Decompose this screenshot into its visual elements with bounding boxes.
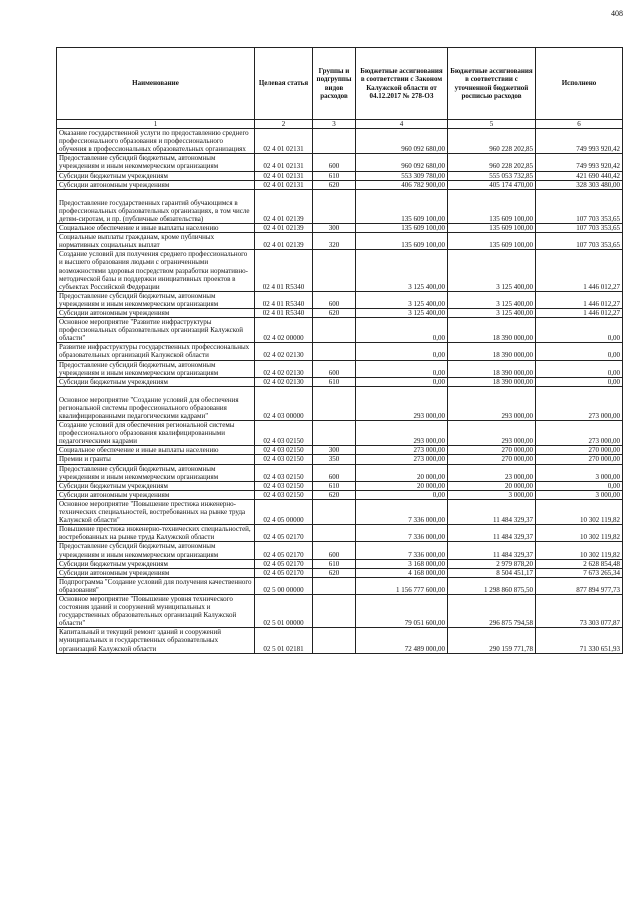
row-executed: 0,00: [536, 343, 623, 360]
row-name: Предоставление субсидий бюджетным, автономным учреждениям и иным некоммерческим организациям: [57, 154, 255, 171]
row-executed: 0,00: [536, 481, 623, 490]
row-executed: 877 894 977,73: [536, 577, 623, 594]
table-row: [57, 481, 623, 490]
row-roster-allocation: 296 875 794,58: [448, 594, 536, 627]
row-target-article: 02 4 02 00000: [255, 318, 313, 343]
table-row: [57, 180, 623, 189]
row-roster-allocation: 960 228 202,85: [448, 129, 536, 154]
row-executed: 270 000,00: [536, 455, 623, 464]
row-roster-allocation: 20 000,00: [448, 481, 536, 490]
row-law-allocation: 273 000,00: [356, 455, 448, 464]
row-roster-allocation: 135 609 100,00: [448, 189, 536, 223]
table-row: [57, 490, 623, 499]
row-law-allocation: 72 489 000,00: [356, 628, 448, 653]
row-target-article: 02 4 02 02130: [255, 360, 313, 377]
row-target-article: 02 4 01 R5340: [255, 250, 313, 291]
header-law-allocation: Бюджетные ассигнования в соответствии с Законом Калужской области от 04.12.2017 № 278-ОЗ: [356, 48, 448, 120]
row-law-allocation: 135 609 100,00: [356, 189, 448, 223]
row-name: Предоставление субсидий бюджетным, автономным учреждениям и иным некоммерческим организациям: [57, 360, 255, 377]
table-row: [57, 129, 623, 154]
row-target-article: 02 4 01 02139: [255, 233, 313, 250]
column-number: 4: [356, 120, 448, 129]
row-roster-allocation: 3 125 400,00: [448, 308, 536, 317]
row-executed: 10 302 119,82: [536, 499, 623, 524]
row-executed: 107 703 353,65: [536, 233, 623, 250]
row-name: Субсидии автономным учреждениям: [57, 308, 255, 317]
row-law-allocation: 0,00: [356, 490, 448, 499]
row-target-article: 02 4 03 02150: [255, 481, 313, 490]
row-roster-allocation: 290 159 771,78: [448, 628, 536, 653]
row-name: Субсидии бюджетным учреждениям: [57, 377, 255, 386]
row-name: Премии и гранты: [57, 455, 255, 464]
row-law-allocation: 3 125 400,00: [356, 250, 448, 291]
column-number: 6: [536, 120, 623, 129]
row-roster-allocation: 135 609 100,00: [448, 233, 536, 250]
row-executed: 270 000,00: [536, 446, 623, 455]
row-expense-group: [313, 318, 356, 343]
header-roster-allocation: Бюджетные ассигнования в соответствии с уточненной бюджетной росписью расходов: [448, 48, 536, 120]
row-expense-group: [313, 628, 356, 653]
row-target-article: 02 4 05 02170: [255, 542, 313, 559]
row-name: Создание условий для обеспечения региональной системы профессионального образования квалифицированными педагогическими кадрами: [57, 421, 255, 446]
table-row: [57, 421, 623, 446]
row-target-article: 02 4 01 R5340: [255, 291, 313, 308]
table-row: [57, 386, 623, 420]
row-name: Основное мероприятие "Повышение престижа инженерно-технических специальностей, востребованных на рынке труда Калужской области": [57, 499, 255, 524]
table-row: [57, 559, 623, 568]
row-expense-group: 320: [313, 233, 356, 250]
row-law-allocation: 0,00: [356, 318, 448, 343]
row-name: Развитие инфраструктуры государственных профессиональных образовательных организаций Калужской области: [57, 343, 255, 360]
row-target-article: 02 4 01 02131: [255, 154, 313, 171]
row-executed: 421 690 440,42: [536, 171, 623, 180]
row-target-article: 02 4 02 02130: [255, 343, 313, 360]
row-executed: 10 302 119,82: [536, 542, 623, 559]
table-row: [57, 464, 623, 481]
row-executed: 273 000,00: [536, 386, 623, 420]
row-roster-allocation: 960 228 202,85: [448, 154, 536, 171]
row-expense-group: 620: [313, 180, 356, 189]
table-row: [57, 308, 623, 317]
row-expense-group: 600: [313, 154, 356, 171]
table-row: [57, 542, 623, 559]
row-expense-group: [313, 499, 356, 524]
row-law-allocation: 0,00: [356, 343, 448, 360]
row-law-allocation: 135 609 100,00: [356, 224, 448, 233]
row-name: Оказание государственной услуги по предоставлению среднего профессионального образования и профессионального обучения в профессиональных образовательных организациях: [57, 129, 255, 154]
row-target-article: 02 4 02 02130: [255, 377, 313, 386]
table-row: [57, 577, 623, 594]
row-expense-group: 600: [313, 360, 356, 377]
row-law-allocation: 3 168 000,00: [356, 559, 448, 568]
header-expense-group: Группы и подгруппы видов расходов: [313, 48, 356, 120]
row-executed: 71 330 651,93: [536, 628, 623, 653]
row-name: Основное мероприятие "Создание условий для обеспечения региональной системы профессионального образования квалифицированными педагогическими кадрами": [57, 386, 255, 420]
header-name: Наименование: [57, 48, 255, 120]
row-name: Создание условий для получения среднего профессионального и высшего образования людьми с ограниченными возможностями здоровья посредством разработки нормативно-методической базы и поддержки инициативных проектов в субъектах Российской Федерации: [57, 250, 255, 291]
row-name: Субсидии бюджетным учреждениям: [57, 481, 255, 490]
row-executed: 10 302 119,82: [536, 525, 623, 542]
row-name: Капитальный и текущий ремонт зданий и сооружений муниципальных и государственных образовательных организаций Калужской области: [57, 628, 255, 653]
row-law-allocation: 1 156 777 600,00: [356, 577, 448, 594]
row-roster-allocation: 23 000,00: [448, 464, 536, 481]
row-law-allocation: 3 125 400,00: [356, 291, 448, 308]
row-roster-allocation: 11 484 329,37: [448, 525, 536, 542]
row-executed: 7 673 265,34: [536, 568, 623, 577]
row-law-allocation: 293 000,00: [356, 421, 448, 446]
row-executed: 107 703 353,65: [536, 189, 623, 223]
row-target-article: 02 4 05 02170: [255, 525, 313, 542]
row-expense-group: 300: [313, 446, 356, 455]
row-name: Субсидии автономным учреждениям: [57, 568, 255, 577]
row-target-article: 02 4 03 02150: [255, 464, 313, 481]
row-executed: 73 303 077,87: [536, 594, 623, 627]
table-row: [57, 568, 623, 577]
row-target-article: 02 4 01 02131: [255, 171, 313, 180]
table-row: [57, 291, 623, 308]
row-target-article: 02 5 01 00000: [255, 594, 313, 627]
row-expense-group: [313, 343, 356, 360]
row-expense-group: 610: [313, 559, 356, 568]
row-roster-allocation: 3 000,00: [448, 490, 536, 499]
row-executed: 1 446 012,27: [536, 250, 623, 291]
table-row: [57, 343, 623, 360]
row-expense-group: 600: [313, 542, 356, 559]
row-name: Субсидии автономным учреждениям: [57, 490, 255, 499]
row-name: Предоставление государственных гарантий обучающимся в профессиональных образовательных организациях, в том числе детям-сиротам, и пр. (публичные обязательства): [57, 189, 255, 223]
row-expense-group: 600: [313, 464, 356, 481]
row-executed: 1 446 012,27: [536, 291, 623, 308]
table-row: [57, 360, 623, 377]
table-row: [57, 189, 623, 223]
row-target-article: 02 4 01 02139: [255, 224, 313, 233]
table-row: [57, 628, 623, 653]
row-roster-allocation: 1 298 860 875,50: [448, 577, 536, 594]
row-law-allocation: 960 092 680,00: [356, 154, 448, 171]
row-target-article: 02 4 03 02150: [255, 490, 313, 499]
row-expense-group: [313, 129, 356, 154]
row-roster-allocation: 2 979 878,20: [448, 559, 536, 568]
column-number: 1: [57, 120, 255, 129]
row-roster-allocation: 293 000,00: [448, 421, 536, 446]
row-name: Основное мероприятие "Повышение уровня технического состояния зданий и сооружений муниципальных и государственных образовательных организаций Калужской области": [57, 594, 255, 627]
row-name: Субсидии бюджетным учреждениям: [57, 559, 255, 568]
table-row: [57, 233, 623, 250]
row-roster-allocation: 270 000,00: [448, 455, 536, 464]
row-target-article: 02 5 01 02181: [255, 628, 313, 653]
row-expense-group: 610: [313, 377, 356, 386]
row-roster-allocation: 18 390 000,00: [448, 377, 536, 386]
row-name: Предоставление субсидий бюджетным, автономным учреждениям и иным некоммерческим организациям: [57, 291, 255, 308]
row-roster-allocation: 11 484 329,37: [448, 499, 536, 524]
row-target-article: 02 4 03 00000: [255, 386, 313, 420]
row-roster-allocation: 3 125 400,00: [448, 291, 536, 308]
row-expense-group: 610: [313, 171, 356, 180]
table-row: [57, 377, 623, 386]
row-roster-allocation: 293 000,00: [448, 386, 536, 420]
row-name: Субсидии бюджетным учреждениям: [57, 171, 255, 180]
row-expense-group: 610: [313, 481, 356, 490]
row-law-allocation: 4 168 000,00: [356, 568, 448, 577]
column-number-row: [57, 120, 623, 129]
row-law-allocation: 7 336 000,00: [356, 542, 448, 559]
row-expense-group: [313, 250, 356, 291]
column-number: 2: [255, 120, 313, 129]
row-target-article: 02 4 03 02150: [255, 446, 313, 455]
row-roster-allocation: 405 174 470,00: [448, 180, 536, 189]
row-law-allocation: 20 000,00: [356, 464, 448, 481]
row-law-allocation: 553 309 780,00: [356, 171, 448, 180]
row-expense-group: [313, 525, 356, 542]
row-roster-allocation: 8 504 451,17: [448, 568, 536, 577]
table-row: [57, 499, 623, 524]
row-expense-group: 350: [313, 455, 356, 464]
table-body: [57, 129, 623, 654]
row-name: Предоставление субсидий бюджетным, автономным учреждениям и иным некоммерческим организациям: [57, 464, 255, 481]
column-number: 5: [448, 120, 536, 129]
table-row: [57, 250, 623, 291]
header-executed: Исполнено: [536, 48, 623, 120]
row-target-article: 02 4 03 02150: [255, 421, 313, 446]
row-roster-allocation: 18 390 000,00: [448, 360, 536, 377]
row-expense-group: 300: [313, 224, 356, 233]
row-law-allocation: 406 782 900,00: [356, 180, 448, 189]
row-expense-group: 600: [313, 291, 356, 308]
header-target-article: Целевая статья: [255, 48, 313, 120]
row-law-allocation: 7 336 000,00: [356, 525, 448, 542]
row-expense-group: 620: [313, 568, 356, 577]
table-row: [57, 525, 623, 542]
table-row: [57, 154, 623, 171]
table-row: [57, 455, 623, 464]
row-executed: 1 446 012,27: [536, 308, 623, 317]
row-target-article: 02 4 05 00000: [255, 499, 313, 524]
row-law-allocation: 79 051 600,00: [356, 594, 448, 627]
row-executed: 0,00: [536, 318, 623, 343]
row-expense-group: [313, 189, 356, 223]
row-name: Предоставление субсидий бюджетным, автономным учреждениям и иным некоммерческим организациям: [57, 542, 255, 559]
row-expense-group: 620: [313, 308, 356, 317]
table-row: [57, 171, 623, 180]
row-expense-group: [313, 386, 356, 420]
table-row: [57, 594, 623, 627]
row-law-allocation: 0,00: [356, 377, 448, 386]
row-law-allocation: 960 092 680,00: [356, 129, 448, 154]
row-roster-allocation: 18 390 000,00: [448, 343, 536, 360]
row-law-allocation: 7 336 000,00: [356, 499, 448, 524]
row-target-article: 02 4 03 02150: [255, 455, 313, 464]
table-row: [57, 318, 623, 343]
row-roster-allocation: 3 125 400,00: [448, 250, 536, 291]
row-name: Основное мероприятие "Развитие инфраструктуры профессиональных образовательных организаций Калужской области": [57, 318, 255, 343]
row-target-article: 02 4 05 02170: [255, 559, 313, 568]
row-executed: 0,00: [536, 360, 623, 377]
row-executed: 3 000,00: [536, 490, 623, 499]
row-name: Социальные выплаты гражданам, кроме публичных нормативных социальных выплат: [57, 233, 255, 250]
row-target-article: 02 4 01 02131: [255, 129, 313, 154]
row-roster-allocation: 18 390 000,00: [448, 318, 536, 343]
row-executed: 107 703 353,65: [536, 224, 623, 233]
row-executed: 0,00: [536, 377, 623, 386]
row-expense-group: [313, 421, 356, 446]
row-law-allocation: 273 000,00: [356, 446, 448, 455]
row-name: Социальное обеспечение и иные выплаты населению: [57, 446, 255, 455]
row-executed: 328 303 480,00: [536, 180, 623, 189]
row-roster-allocation: 135 609 100,00: [448, 224, 536, 233]
column-number: 3: [313, 120, 356, 129]
row-roster-allocation: 270 000,00: [448, 446, 536, 455]
row-target-article: 02 4 01 02131: [255, 180, 313, 189]
row-executed: 273 000,00: [536, 421, 623, 446]
row-law-allocation: 135 609 100,00: [356, 233, 448, 250]
row-target-article: 02 4 01 R5340: [255, 308, 313, 317]
row-target-article: 02 4 01 02139: [255, 189, 313, 223]
row-name: Субсидии автономным учреждениям: [57, 180, 255, 189]
budget-table: [56, 47, 623, 654]
row-expense-group: [313, 577, 356, 594]
row-executed: 3 000,00: [536, 464, 623, 481]
row-name: Подпрограмма "Создание условий для получения качественного образования": [57, 577, 255, 594]
page-number: 408: [611, 9, 623, 18]
row-law-allocation: 20 000,00: [356, 481, 448, 490]
row-law-allocation: 293 000,00: [356, 386, 448, 420]
table-row: [57, 224, 623, 233]
row-executed: 749 993 920,42: [536, 154, 623, 171]
row-law-allocation: 0,00: [356, 360, 448, 377]
table-row: [57, 446, 623, 455]
row-expense-group: [313, 594, 356, 627]
row-name: Повышение престижа инженерно-технических специальностей, востребованных на рынке труда Калужской области: [57, 525, 255, 542]
row-executed: 2 628 854,48: [536, 559, 623, 568]
row-roster-allocation: 11 484 329,37: [448, 542, 536, 559]
row-expense-group: 620: [313, 490, 356, 499]
row-name: Социальное обеспечение и иные выплаты населению: [57, 224, 255, 233]
row-target-article: 02 5 00 00000: [255, 577, 313, 594]
row-executed: 749 993 920,42: [536, 129, 623, 154]
row-law-allocation: 3 125 400,00: [356, 308, 448, 317]
row-target-article: 02 4 05 02170: [255, 568, 313, 577]
header-row: [57, 48, 623, 120]
row-roster-allocation: 555 053 732,85: [448, 171, 536, 180]
